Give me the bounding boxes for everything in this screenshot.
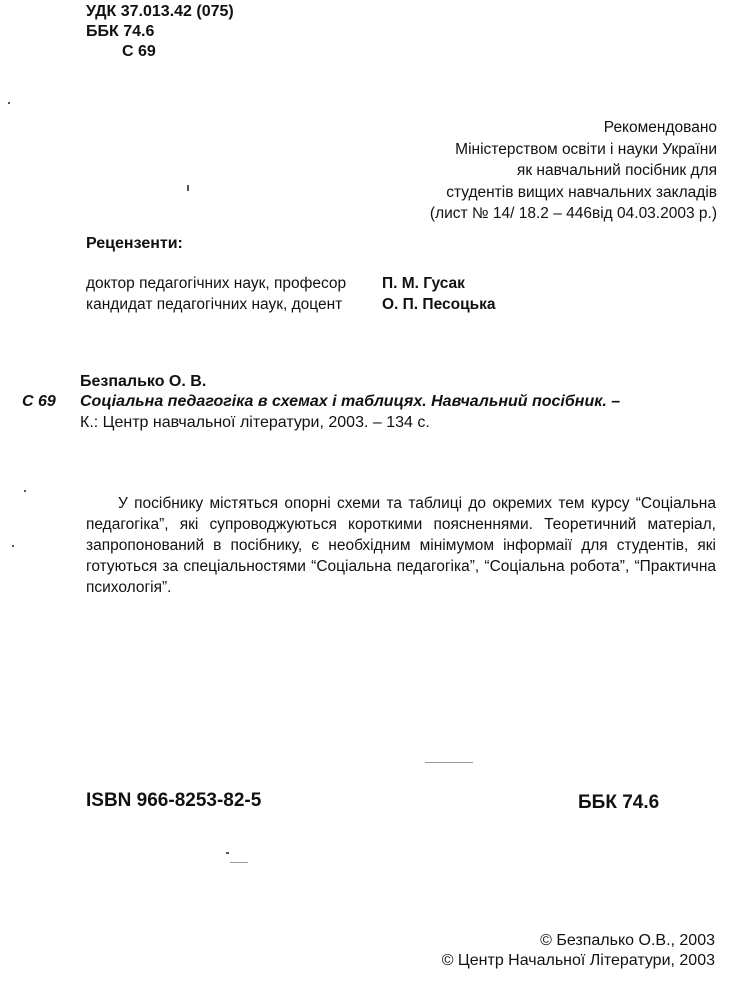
scan-speck bbox=[425, 762, 473, 763]
scan-speck bbox=[230, 862, 248, 863]
catalog-sigla: С 69 bbox=[22, 393, 56, 410]
catalog-imprint: К.: Центр навчальної літератури, 2003. – 134 с. bbox=[80, 414, 430, 431]
reviewer-position: доктор педагогічних наук, професор bbox=[86, 275, 347, 292]
scan-speck bbox=[24, 490, 26, 492]
reviewers-title: Рецензенти: bbox=[86, 235, 183, 252]
scan-speck bbox=[187, 185, 189, 191]
reviewer-name: П. М. Гусак bbox=[382, 275, 465, 292]
reviewer-row bbox=[86, 275, 646, 293]
classification-codes bbox=[86, 2, 234, 62]
isbn: ISBN 966-8253-82-5 bbox=[86, 790, 262, 811]
udk-code: УДК 37.013.42 (075) bbox=[86, 3, 234, 20]
recommendation-line: Міністерством освіти і науки України bbox=[455, 140, 717, 158]
recommendation-block bbox=[430, 117, 717, 225]
reviewer-row bbox=[86, 296, 646, 314]
reviewer-name: О. П. Песоцька bbox=[382, 296, 496, 313]
annotation-paragraph: У посібнику містяться опорні схеми та таблиці до окремих тем курсу “Соціальна педагогіка”, які супроводжуються короткими поясненнями. Теоретичний матеріал, запропонований в посібнику, є необхідним мінімумом інформаії для студентів, які готуються за спеціальностями “Соціальна педагогіка”, “Соціальна робота”, “Практична психологія”. bbox=[86, 495, 716, 596]
recommendation-line: студентів вищих навчальних закладів bbox=[446, 183, 717, 201]
recommendation-line: Рекомендовано bbox=[603, 119, 717, 136]
copyright-block bbox=[442, 931, 715, 971]
reviewer-position: кандидат педагогічних наук, доцент bbox=[86, 296, 343, 313]
bbk-code: ББК 74.6 bbox=[86, 23, 155, 40]
author-mark: С 69 bbox=[122, 43, 156, 60]
scan-speck bbox=[12, 545, 14, 547]
catalog-author: Безпалько О. В. bbox=[80, 373, 207, 390]
recommendation-line: як навчальний посібник для bbox=[516, 162, 717, 179]
copyright-line: © Безпалько О.В., 2003 bbox=[540, 932, 715, 949]
recommendation-line: (лист № 14/ 18.2 – 446від 04.03.2003 р.) bbox=[429, 205, 717, 222]
catalog-title: Соціальна педагогіка в схемах і таблицях. Навчальний посібник. – bbox=[80, 393, 621, 410]
scan-speck bbox=[226, 852, 229, 854]
bbk-footer: ББК 74.6 bbox=[578, 792, 660, 813]
scan-speck bbox=[8, 102, 10, 104]
copyright-line: © Центр Начальної Літератури, 2003 bbox=[441, 952, 715, 969]
